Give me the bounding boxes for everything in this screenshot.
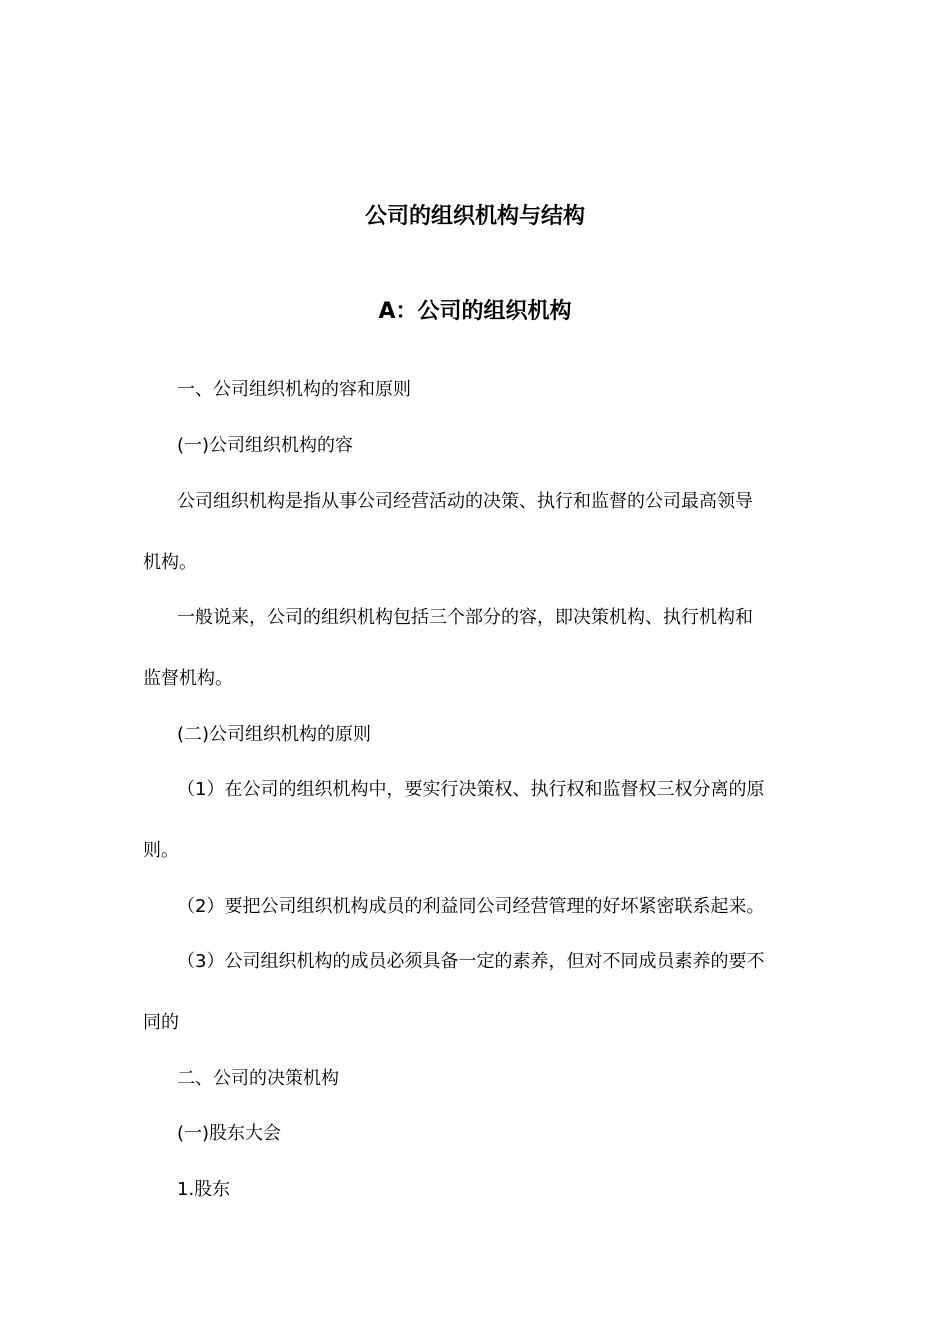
subheading-2-1-1: 1.股东: [177, 1179, 231, 1200]
list-item-continuation: 则。: [143, 840, 179, 861]
paragraph-line: 监督机构。: [143, 668, 233, 689]
section-heading-a: A：公司的组织机构: [378, 299, 572, 324]
list-item: （1）在公司的组织机构中，要实行决策权、执行权和监督权三权分离的原: [177, 779, 765, 800]
list-item-continuation: 同的: [143, 1012, 179, 1033]
subheading-1-2: (二)公司组织机构的原则: [177, 724, 372, 745]
paragraph-line: 机构。: [143, 552, 197, 573]
heading-1: 一、公司组织机构的容和原则: [177, 379, 411, 400]
subheading-2-1: (一)股东大会: [177, 1123, 282, 1144]
list-item: （2）要把公司组织机构成员的利益同公司经营管理的好坏紧密联系起来。: [177, 896, 765, 917]
heading-2: 二、公司的决策机构: [177, 1068, 339, 1089]
list-item: （3）公司组织机构的成员必须具备一定的素养，但对不同成员素养的要不: [177, 951, 765, 972]
document-title: 公司的组织机构与结构: [364, 204, 585, 229]
paragraph-line: 一般说来，公司的组织机构包括三个部分的容，即决策机构、执行机构和: [177, 607, 753, 628]
subheading-1-1: (一)公司组织机构的容: [177, 435, 354, 456]
paragraph-line: 公司组织机构是指从事公司经营活动的决策、执行和监督的公司最高领导: [177, 491, 753, 512]
